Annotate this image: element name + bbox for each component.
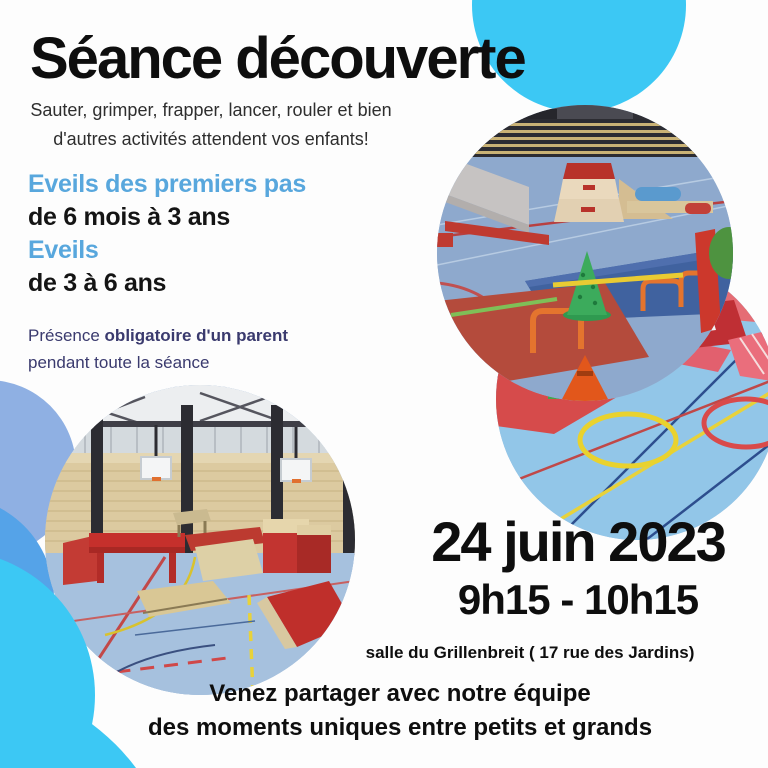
block-tower [263,519,331,573]
program-2-ages: de 3 à 6 ans [28,269,167,297]
event-location: salle du Grillenbreit ( 17 rue des Jardins) [365,643,695,662]
subtitle-line-2: d'autres activités attendent vos enfants! [53,129,369,149]
notice-prefix: Présence [28,326,105,345]
footer-message [20,677,768,745]
subtitle [10,96,412,154]
red-roll [685,203,711,214]
event-time: 9h15 - 10h15 [457,576,699,623]
blue-roll [635,187,681,201]
program-1-ages: de 6 mois à 3 ans [28,203,230,231]
footer-line-1: Venez partager avec notre équipe [209,680,591,707]
notice-line-1 [28,322,288,349]
program-1-name: Eveils des premiers pas [28,170,306,198]
roof-beam [45,421,355,427]
gym-modules-illustration [45,385,355,695]
red-block [437,233,453,247]
program-2-name: Eveils [28,236,99,264]
notice-line-2: pendant toute la séance [28,353,210,372]
footer-line-2: des moments uniques entre petits et grands [147,714,653,741]
parent-notice [28,322,288,376]
notice-bold: obligatoire d'un parent [104,326,289,345]
page-title: Séance découverte [30,26,525,91]
subtitle-line-1: Sauter, grimper, frapper, lancer, rouler et bien [30,100,392,120]
photo-gym-modules [45,385,355,695]
bleachers [461,119,713,157]
programs-list [28,168,306,300]
event-date: 24 juin 2023 [431,510,725,573]
gym-parcours-illustration [437,105,733,401]
photo-gym-parcours [437,105,733,401]
